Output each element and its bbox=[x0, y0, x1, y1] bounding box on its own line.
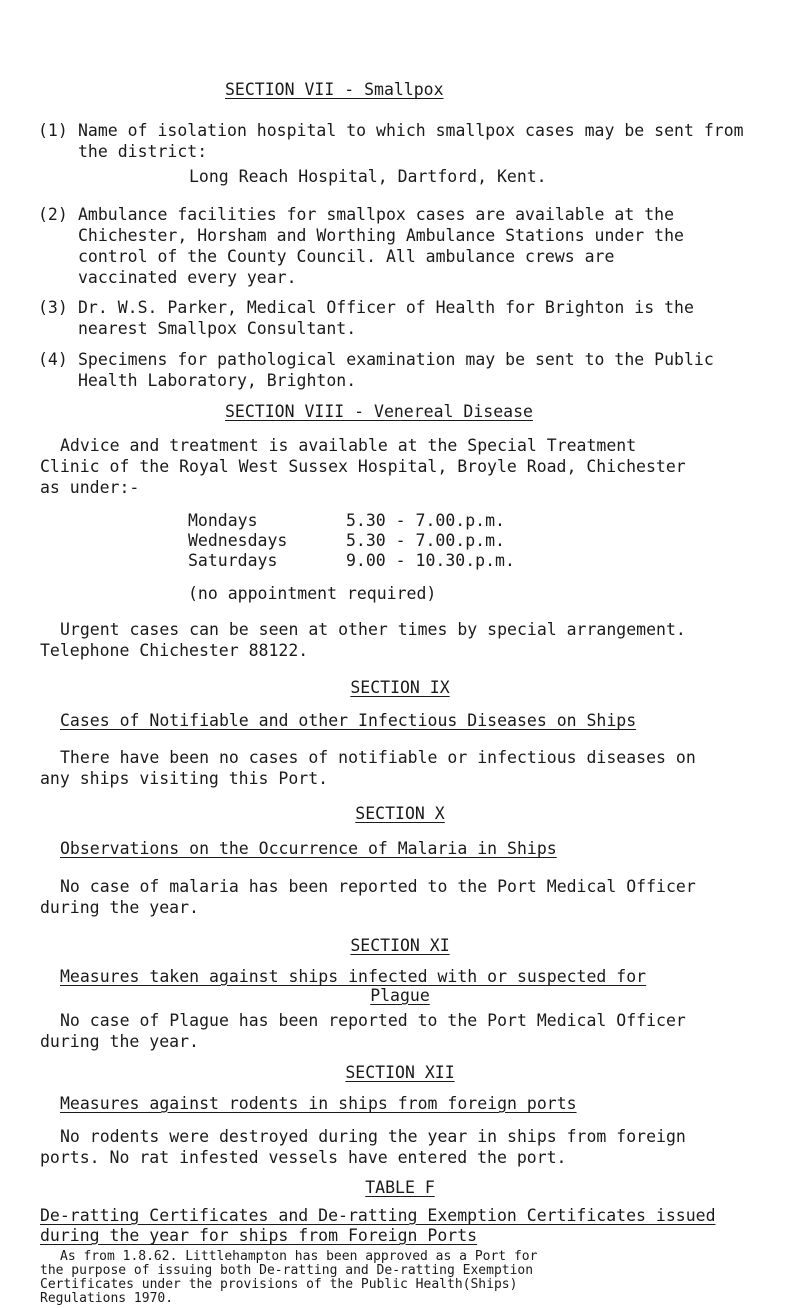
table-f-subheading-line-2: during the year for ships from Foreign Ports bbox=[40, 1226, 478, 1245]
table-f-para-line-4: Regulations 1970. bbox=[40, 1291, 174, 1306]
table-f-para-line-1: As from 1.8.62. Littlehampton has been approved as a Port for bbox=[60, 1249, 538, 1264]
schedule-time: 5.30 - 7.00.p.m. bbox=[346, 531, 505, 550]
section-xii-subheading: Measures against rodents in ships from foreign ports bbox=[60, 1094, 577, 1113]
section-x-heading: SECTION X bbox=[355, 804, 445, 823]
section-ix-subheading: Cases of Notifiable and other Infectious Diseases on Ships bbox=[60, 711, 637, 730]
item-4-line-2: Health Laboratory, Brighton. bbox=[78, 371, 357, 390]
section-xii-para-line-1: No rodents were destroyed during the year in ships from foreign bbox=[60, 1127, 686, 1146]
section-xii-para-line-2: ports. No rat infested vessels have entered the port. bbox=[40, 1148, 567, 1167]
item-3-number: (3) bbox=[38, 298, 68, 317]
vd-para-line-3: as under:- bbox=[40, 478, 140, 497]
item-3-line-2: nearest Smallpox Consultant. bbox=[78, 319, 357, 338]
section-ix-para-line-1: There have been no cases of notifiable or infectious diseases on bbox=[60, 748, 696, 767]
section-ix-heading: SECTION IX bbox=[350, 678, 450, 697]
item-2-line-4: vaccinated every year. bbox=[78, 268, 297, 287]
section-viii-heading: SECTION VIII - Venereal Disease bbox=[225, 402, 533, 421]
isolation-hospital: Long Reach Hospital, Dartford, Kent. bbox=[189, 167, 547, 186]
section-x-para-line-2: during the year. bbox=[40, 898, 199, 917]
item-1-number: (1) bbox=[38, 121, 68, 140]
item-1-line-2: the district: bbox=[78, 142, 208, 161]
schedule-day: Wednesdays bbox=[188, 531, 288, 550]
section-vii-heading: SECTION VII - Smallpox bbox=[225, 80, 444, 99]
item-3-line-1: Dr. W.S. Parker, Medical Officer of Health for Brighton is the bbox=[78, 298, 694, 317]
item-2-line-2: Chichester, Horsham and Worthing Ambulance Stations under the bbox=[78, 226, 684, 245]
item-1-line-1: Name of isolation hospital to which smallpox cases may be sent from bbox=[78, 121, 744, 140]
item-4-number: (4) bbox=[38, 350, 68, 369]
table-f-para-line-3: Certificates under the provisions of the Public Health(Ships) bbox=[40, 1277, 518, 1292]
item-2-line-1: Ambulance facilities for smallpox cases are available at the bbox=[78, 205, 675, 224]
section-xii-heading: SECTION XII bbox=[345, 1063, 455, 1082]
appointment-note: (no appointment required) bbox=[188, 584, 437, 603]
section-ix-para-line-2: any ships visiting this Port. bbox=[40, 769, 329, 788]
table-f-heading: TABLE F bbox=[365, 1178, 435, 1197]
item-2-number: (2) bbox=[38, 205, 68, 224]
table-f-para-line-2: the purpose of issuing both De-ratting and De-ratting Exemption bbox=[40, 1263, 534, 1278]
schedule-day: Mondays bbox=[188, 511, 258, 530]
section-xi-para-line-1: No case of Plague has been reported to the Port Medical Officer bbox=[60, 1011, 686, 1030]
schedule-day: Saturdays bbox=[188, 551, 278, 570]
section-xi-subheading-line-1: Measures taken against ships infected with or suspected for bbox=[60, 967, 647, 986]
table-f-subheading-line-1: De-ratting Certificates and De-ratting Exemption Certificates issued bbox=[40, 1206, 716, 1225]
schedule-time: 5.30 - 7.00.p.m. bbox=[346, 511, 505, 530]
vd-para2-line-2: Telephone Chichester 88122. bbox=[40, 641, 309, 660]
schedule-time: 9.00 - 10.30.p.m. bbox=[346, 551, 515, 570]
section-xi-heading: SECTION XI bbox=[350, 936, 450, 955]
section-x-subheading: Observations on the Occurrence of Malaria in Ships bbox=[60, 839, 557, 858]
section-x-para-line-1: No case of malaria has been reported to the Port Medical Officer bbox=[60, 877, 696, 896]
vd-para-line-2: Clinic of the Royal West Sussex Hospital, Broyle Road, Chichester bbox=[40, 457, 686, 476]
item-2-line-3: control of the County Council. All ambulance crews are bbox=[78, 247, 615, 266]
item-4-line-1: Specimens for pathological examination may be sent to the Public bbox=[78, 350, 714, 369]
vd-para-line-1: Advice and treatment is available at the Special Treatment bbox=[60, 436, 637, 455]
section-xi-subheading-line-2: Plague bbox=[370, 986, 430, 1005]
section-xi-para-line-2: during the year. bbox=[40, 1032, 199, 1051]
vd-para2-line-1: Urgent cases can be seen at other times by special arrangement. bbox=[60, 620, 686, 639]
